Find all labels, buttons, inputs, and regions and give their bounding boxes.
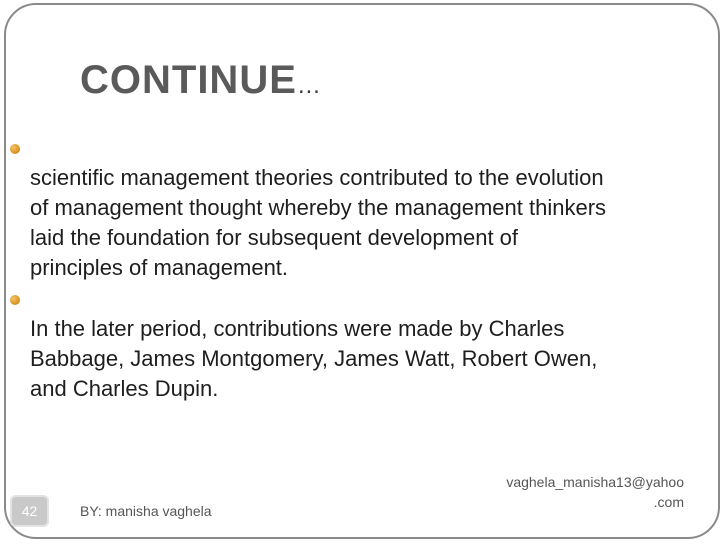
bullet-text: scientific management theories contributed to the evolution of management thought whereby the management thinkers laid the foundation for subsequent development of principles of management.: [30, 165, 607, 280]
bullet-list: [10, 133, 722, 404]
bullet-text: In the later period, contributions were made by Charles Babbage, James Montgomery, James Watt, Robert Owen, and Charles Dupin.: [30, 316, 598, 401]
slide-number: 42: [10, 495, 49, 527]
slide-title-ellipsis: …: [296, 72, 323, 99]
bullet-dot-icon: [10, 144, 20, 154]
slide-title-text: CONTINUE: [80, 58, 297, 102]
bullet-item: [10, 284, 722, 404]
bullet-item: [10, 133, 722, 283]
footer-email: vaghela_manisha13@yahoo .com: [506, 474, 684, 510]
bullet-dot-icon: [10, 295, 20, 305]
footer-author: BY: manisha vaghela: [80, 503, 212, 519]
slide-title: [80, 56, 323, 110]
